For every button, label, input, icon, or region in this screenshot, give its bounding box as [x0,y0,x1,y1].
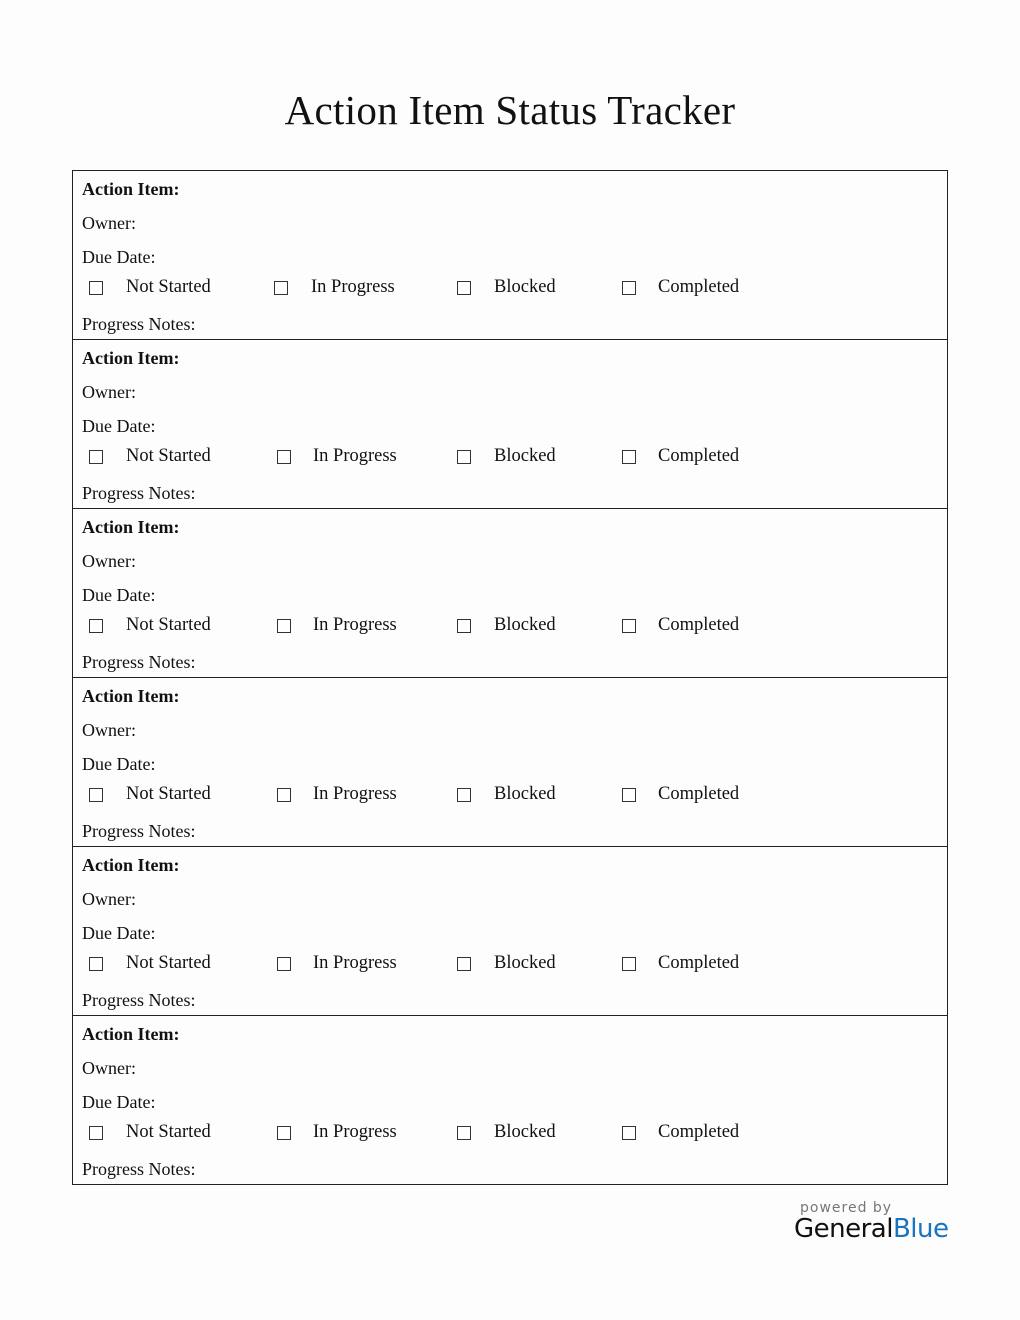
status-options [73,1122,947,1146]
status-option-not-started[interactable] [89,953,211,974]
owner-field[interactable] [82,381,136,403]
progress-notes-field[interactable] [82,482,196,504]
due-date-field[interactable] [82,415,155,437]
checkbox[interactable] [457,619,471,633]
status-option-label: In Progress [313,953,397,973]
status-option-label: Not Started [126,1122,211,1142]
status-options [73,615,947,639]
due-date-label: Due Date: [82,585,156,605]
action-item-field[interactable] [82,854,179,876]
action-item-block [73,171,947,340]
progress-notes-label: Progress Notes: [82,652,196,672]
owner-label: Owner: [82,213,136,233]
powered-by-text: powered by [800,1200,893,1216]
status-option-blocked[interactable] [457,615,556,636]
status-option-blocked[interactable] [457,277,556,298]
status-options [73,784,947,808]
checkbox[interactable] [277,957,291,971]
status-options [73,953,947,977]
checkbox[interactable] [89,1126,103,1140]
action-item-field[interactable] [82,347,179,369]
progress-notes-field[interactable] [82,651,196,673]
status-option-blocked[interactable] [457,1122,556,1143]
progress-notes-label: Progress Notes: [82,314,196,334]
status-option-label: Completed [658,784,740,804]
action-item-block [73,340,947,509]
checkbox[interactable] [89,957,103,971]
status-option-label: Blocked [494,277,556,297]
due-date-field[interactable] [82,922,155,944]
checkbox[interactable] [89,788,103,802]
status-option-label: In Progress [313,784,397,804]
status-option-completed[interactable] [622,277,739,298]
status-option-in-progress[interactable] [277,446,397,467]
due-date-label: Due Date: [82,923,156,943]
status-option-completed[interactable] [622,784,739,805]
status-option-completed[interactable] [622,446,739,467]
status-option-completed[interactable] [622,615,739,636]
progress-notes-field[interactable] [82,1158,196,1180]
status-option-blocked[interactable] [457,446,556,467]
page-title: Action Item Status Tracker [284,87,736,133]
status-option-blocked[interactable] [457,784,556,805]
due-date-field[interactable] [82,584,155,606]
status-option-label: Completed [658,1122,740,1142]
checkbox[interactable] [277,1126,291,1140]
owner-field[interactable] [82,719,136,741]
progress-notes-field[interactable] [82,989,196,1011]
status-option-not-started[interactable] [89,277,211,298]
checkbox[interactable] [457,281,471,295]
status-option-in-progress[interactable] [277,1122,397,1143]
checkbox[interactable] [277,619,291,633]
status-option-label: Completed [658,615,740,635]
checkbox[interactable] [89,281,103,295]
progress-notes-field[interactable] [82,313,196,335]
action-item-label: Action Item: [82,686,180,706]
status-option-label: In Progress [313,615,397,635]
brand-name [794,1214,954,1244]
action-item-block [73,678,947,847]
due-date-label: Due Date: [82,754,156,774]
status-option-not-started[interactable] [89,615,211,636]
status-option-label: Blocked [494,446,556,466]
status-option-label: Not Started [126,446,211,466]
status-options [73,277,947,301]
owner-field[interactable] [82,550,136,572]
checkbox[interactable] [622,281,636,295]
status-option-not-started[interactable] [89,446,211,467]
status-option-completed[interactable] [622,1122,739,1143]
checkbox[interactable] [622,450,636,464]
checkbox[interactable] [274,281,288,295]
action-item-label: Action Item: [82,517,180,537]
owner-label: Owner: [82,1058,136,1078]
status-option-label: Blocked [494,1122,556,1142]
action-item-block [73,1016,947,1184]
progress-notes-label: Progress Notes: [82,1159,196,1179]
progress-notes-label: Progress Notes: [82,821,196,841]
due-date-label: Due Date: [82,247,156,267]
status-option-in-progress[interactable] [274,277,395,298]
owner-label: Owner: [82,382,136,402]
status-option-label: Blocked [494,615,556,635]
checkbox[interactable] [457,788,471,802]
brand-name-blue: Blue [892,1214,949,1244]
brand-name-general: General [794,1214,893,1244]
status-option-label: Blocked [494,784,556,804]
checkbox[interactable] [277,788,291,802]
checkbox[interactable] [622,1126,636,1140]
status-option-not-started[interactable] [89,1122,211,1143]
status-option-blocked[interactable] [457,953,556,974]
checkbox[interactable] [457,957,471,971]
status-option-label: In Progress [311,277,395,297]
owner-label: Owner: [82,889,136,909]
checkbox[interactable] [457,1126,471,1140]
status-option-label: Completed [658,277,740,297]
status-option-label: Completed [658,953,740,973]
action-item-label: Action Item: [82,348,180,368]
checkbox[interactable] [89,450,103,464]
status-option-completed[interactable] [622,953,739,974]
due-date-field[interactable] [82,246,155,268]
checkbox[interactable] [89,619,103,633]
owner-field[interactable] [82,888,136,910]
action-item-field[interactable] [82,1023,179,1045]
action-item-field[interactable] [82,516,179,538]
action-item-block [73,509,947,678]
owner-label: Owner: [82,551,136,571]
due-date-label: Due Date: [82,416,156,436]
progress-notes-label: Progress Notes: [82,483,196,503]
checkbox[interactable] [622,957,636,971]
due-date-field[interactable] [82,753,155,775]
status-option-label: Not Started [126,277,211,297]
action-item-label: Action Item: [82,179,180,199]
checkbox[interactable] [457,450,471,464]
due-date-label: Due Date: [82,1092,156,1112]
status-option-not-started[interactable] [89,784,211,805]
owner-field[interactable] [82,1057,136,1079]
owner-label: Owner: [82,720,136,740]
action-item-label: Action Item: [82,855,180,875]
status-option-label: Not Started [126,953,211,973]
progress-notes-field[interactable] [82,820,196,842]
checkbox[interactable] [622,788,636,802]
status-option-in-progress[interactable] [277,953,397,974]
status-option-label: In Progress [313,446,397,466]
checkbox[interactable] [277,450,291,464]
status-option-in-progress[interactable] [277,615,397,636]
brand-logo [794,1200,954,1244]
status-option-label: Blocked [494,953,556,973]
checkbox[interactable] [622,619,636,633]
action-item-label: Action Item: [82,1024,180,1044]
status-option-label: Not Started [126,784,211,804]
status-option-label: In Progress [313,1122,397,1142]
owner-field[interactable] [82,212,136,234]
action-item-field[interactable] [82,685,179,707]
status-option-label: Completed [658,446,740,466]
action-items-table [72,170,948,1185]
action-item-field[interactable] [82,178,179,200]
action-item-block [73,847,947,1016]
status-option-in-progress[interactable] [277,784,397,805]
due-date-field[interactable] [82,1091,155,1113]
status-option-label: Not Started [126,615,211,635]
status-options [73,446,947,470]
progress-notes-label: Progress Notes: [82,990,196,1010]
